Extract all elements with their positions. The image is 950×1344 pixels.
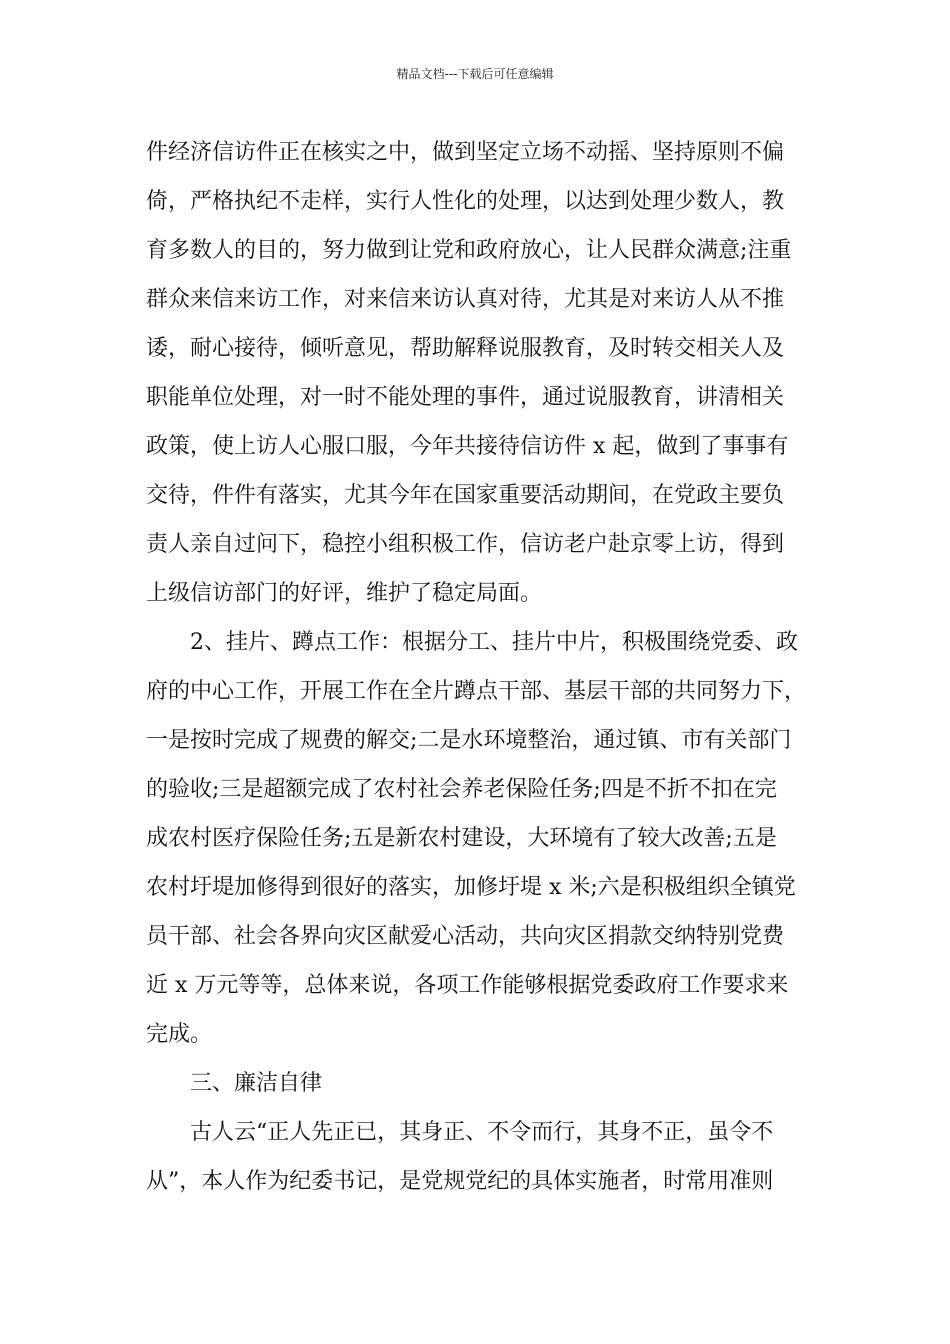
page-header: 精品文档---下载后可任意编辑: [396, 67, 554, 81]
body-line: 员干部、社会各界向灾区献爱心活动，共向灾区捐款交纳特别党费: [146, 924, 785, 949]
paragraph-start-line: 古人云“正人先正已，其身正、不令而行，其身不正，虽令不: [190, 1120, 774, 1145]
body-line: 育多数人的目的，努力做到让党和政府放心，让人民群众满意;注重: [146, 238, 792, 263]
body-line: 上级信访部门的好评，维护了稳定局面。: [146, 581, 543, 606]
body-line: 件经济信访件正在核实之中，做到坚定立场不动摇、坚持原则不偏: [146, 140, 785, 165]
body-line: 完成。: [146, 1022, 213, 1047]
body-line: 成农村医疗保险任务;五是新农村建设，大环境有了较大改善;五是: [146, 826, 777, 851]
body-line: 从”，本人作为纪委书记，是党规党纪的具体实施者，时常用准则: [146, 1169, 774, 1194]
paragraph-start-line: 2、挂片、蹲点工作：根据分工、挂片中片，积极围绕党委、政: [190, 630, 798, 655]
section-heading: 三、廉洁自律: [190, 1071, 323, 1096]
body-line: 府的中心工作，开展工作在全片蹲点干部、基层干部的共同努力下，: [146, 679, 807, 704]
body-line: 政策，使上访人心服口服，今年共接待信访件 x 起，做到了事事有: [146, 434, 789, 459]
body-line: 近 x 万元等等，总体来说，各项工作能够根据党委政府工作要求来: [146, 973, 789, 998]
body-line: 责人亲自过问下，稳控小组积极工作，信访老户赴京零上访，得到: [146, 532, 785, 557]
body-line: 的验收;三是超额完成了农村社会养老保险任务;四是不折不扣在完: [146, 777, 777, 802]
body-line: 交待，件件有落实，尤其今年在国家重要活动期间，在党政主要负: [146, 483, 785, 508]
body-line: 群众来信来访工作，对来信来访认真对待，尤其是对来访人从不推: [146, 287, 785, 312]
document-body: [146, 128, 826, 1206]
body-line: 职能单位处理，对一时不能处理的事件，通过说服教育，讲清相关: [146, 385, 785, 410]
body-line: 诿，耐心接待，倾听意见，帮助解释说服教育，及时转交相关人及: [146, 336, 785, 361]
body-line: 倚，严格执纪不走样，实行人性化的处理，以达到处理少数人，教: [146, 189, 785, 214]
body-line: 农村圩堤加修得到很好的落实，加修圩堤 x 米;六是积极组织全镇党: [146, 875, 796, 900]
body-line: 一是按时完成了规费的解交;二是水环境整治，通过镇、市有关部门: [146, 728, 792, 753]
